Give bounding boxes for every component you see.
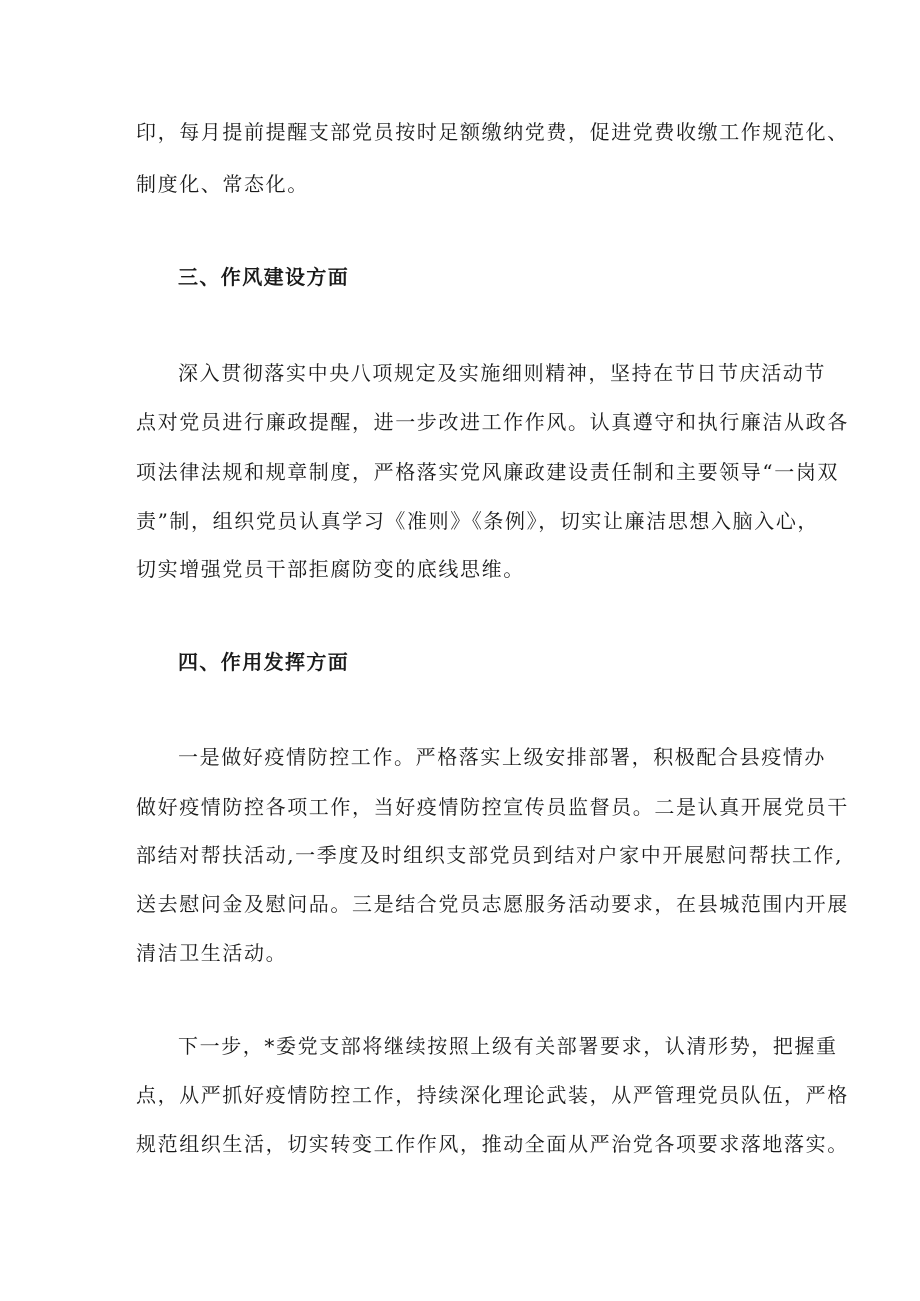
paragraph-line: 点，从严抓好疫情防控工作，持续深化理论武装，从严管理党员队伍，严格	[136, 1083, 849, 1107]
paragraph-line: 一是做好疫情防控工作。严格落实上级安排部署，积极配合县疫情办	[178, 745, 826, 769]
paragraph-line: 制度化、常态化。	[136, 172, 309, 196]
paragraph-line: 送去慰问金及慰问品。三是结合党员志愿服务活动要求，在县城范围内开展	[136, 892, 849, 916]
paragraph-line: 规范组织生活，切实转变工作作风，推动全面从严治党各项要求落地落实。	[136, 1132, 849, 1156]
section-heading-style: 三、作风建设方面	[178, 265, 350, 289]
paragraph-line: 深入贯彻落实中央八项规定及实施细则精神，坚持在节日节庆活动节	[178, 361, 826, 385]
paragraph-line: 做好疫情防控各项工作，当好疫情防控宣传员监督员。二是认真开展党员干	[136, 795, 849, 819]
paragraph-line: 部结对帮扶活动,一季度及时组织支部党员到结对户家中开展慰问帮扶工作,	[136, 843, 844, 867]
paragraph-line: 项法律法规和规章制度，严格落实党风廉政建设责任制和主要领导“一岗双	[136, 460, 840, 484]
section-heading-role: 四、作用发挥方面	[178, 650, 350, 674]
paragraph-line: 责”制，组织党员认真学习《准则》《条例》，切实让廉洁思想入脑入心，	[136, 509, 820, 533]
paragraph-line: 印，每月提前提醒支部党员按时足额缴纳党费，促进党费收缴工作规范化、	[136, 120, 849, 144]
paragraph-line: 点对党员进行廉政提醒，进一步改进工作作风。认真遵守和执行廉洁从政各	[136, 410, 849, 434]
paragraph-line: 清洁卫生活动。	[136, 941, 288, 965]
paragraph-line: 下一步，*委党支部将继续按照上级有关部署要求，认清形势，把握重	[178, 1034, 838, 1058]
paragraph-line: 切实增强党员干部拒腐防变的底线思维。	[136, 557, 525, 581]
